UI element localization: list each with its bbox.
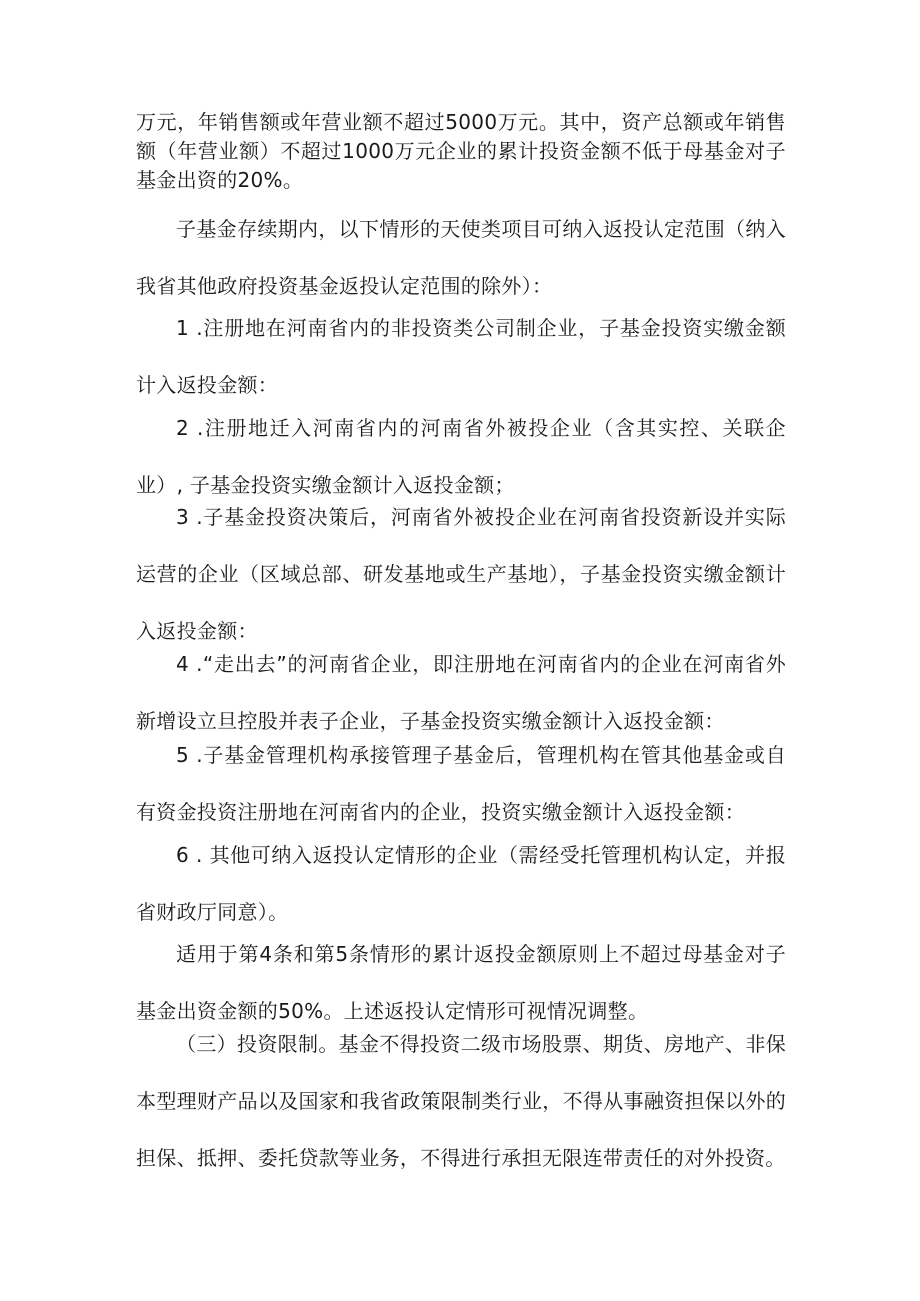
list-item-1: 1 .注册地在河南省内的非投资类公司制企业，子基金投资实缴金额计入返投金额：: [136, 316, 786, 397]
paragraph-investment-restrictions: （三）投资限制。基金不得投资二级市场股票、期货、房地产、非保本型理财产品以及国家和我省政策限制类行业，不得从事融资担保以外的担保、抵押、委托贷款等业务，不得进行承担无限连带责任的对外投资。: [136, 1032, 786, 1170]
paragraph-return-investment-cap: 适用于第4条和第5条情形的累计返投金额原则上不超过母基金对子基金出资金额的50%。上述返投认定情形可视情况调整。: [136, 942, 786, 1023]
list-item-4: 4 .“走出去”的河南省企业，即注册地在河南省内的企业在河南省外新增设立旦控股并表子企业，子基金投资实缴金额计入返投金额：: [136, 652, 786, 733]
paragraph-angel-project-scope: 子基金存续期内，以下情形的天使类项目可纳入返投认定范围（纳入我省其他政府投资基金返投认定范围的除外）：: [136, 217, 786, 298]
list-item-5: 5 .子基金管理机构承接管理子基金后，管理机构在管其他基金或自有资金投资注册地在河南省内的企业，投资实缴金额计入返投金额：: [136, 743, 786, 824]
list-item-3: 3 .子基金投资决策后，河南省外被投企业在河南省投资新设并实际运营的企业（区域总部、研发基地或生产基地），子基金投资实缴金额计入返投金额：: [136, 505, 786, 643]
paragraph-continuation-enterprise-size: 万元，年销售额或年营业额不超过5000万元。其中，资产总额或年销售额（年营业额）不超过1000万元企业的累计投资金额不低于母基金对子基金出资的20%。: [136, 110, 786, 192]
list-item-2: 2 .注册地迁入河南省内的河南省外被投企业（含其实控、关联企业）, 子基金投资实缴金额计入返投金额；: [136, 416, 786, 497]
list-item-6: 6 . 其他可纳入返投认定情形的企业（需经受托管理机构认定，并报省财政厅同意）。: [136, 843, 786, 924]
